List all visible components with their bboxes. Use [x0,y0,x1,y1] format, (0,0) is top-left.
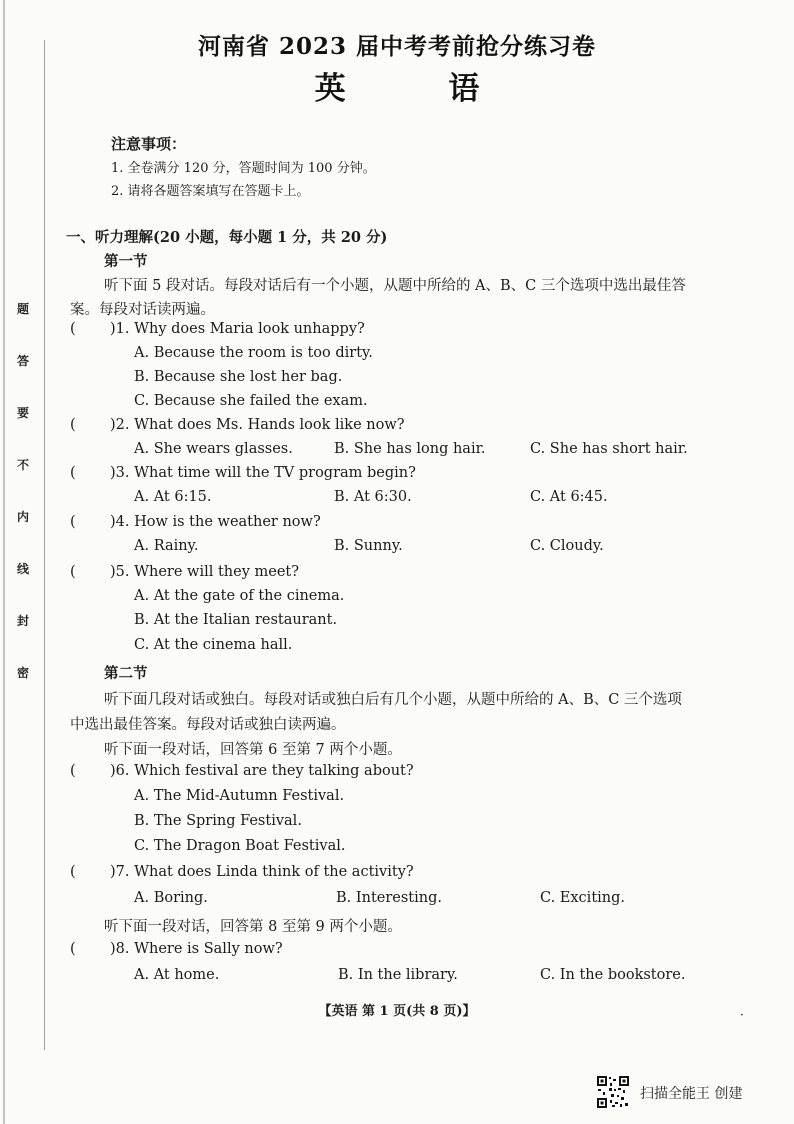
seal-char: 题 [16,302,29,316]
part-heading: 第二节 [104,665,148,682]
option-text: B. Because she lost her bag. [134,369,343,385]
option-text: A. Boring. [134,890,208,906]
seal-char: 要 [16,406,29,420]
option-text: A. Rainy. [134,538,199,554]
notice-item: 1. 全卷满分 120 分，答题时间为 100 分钟。 [111,161,376,176]
answer-bracket: ( [70,564,76,580]
option-text: B. At 6:30. [334,489,412,505]
answer-bracket: ( [70,763,76,779]
instruction-text: 中选出最佳答案。每段对话或独白读两遍。 [70,717,346,733]
exam-title: 河南省 2023 届中考考前抢分练习卷 [197,33,597,60]
option-text: C. Because she failed the exam. [134,393,368,409]
answer-bracket: ( [70,417,76,433]
seal-char: 密 [16,666,29,680]
option-text: A. She wears glasses. [134,441,293,457]
option-text: B. Sunny. [334,538,403,554]
notice-item: 2. 请将各题答案填写在答题卡上。 [111,184,310,199]
option-text: C. Exciting. [540,890,626,906]
option-text: A. At the gate of the cinema. [134,588,345,604]
instruction-text: 案。每段对话读两遍。 [70,302,215,318]
question-text: )8. Where is Sally now? [110,941,283,957]
option-text: C. She has short hair. [530,441,688,457]
page-edge [3,0,5,1124]
option-text: C. The Dragon Boat Festival. [134,838,346,854]
answer-bracket: ( [70,321,76,337]
option-text: C. At the cinema hall. [134,637,293,653]
option-text: B. Interesting. [336,890,442,906]
seal-char: 不 [16,458,29,472]
option-text: C. Cloudy. [530,538,604,554]
instruction-text: 听下面一段对话，回答第 6 至第 7 两个小题。 [104,742,402,758]
seal-char: 答 [16,354,29,368]
option-text: A. At 6:15. [134,489,212,505]
question-text: )2. What does Ms. Hands look like now? [110,417,405,433]
answer-bracket: ( [70,465,76,481]
option-text: C. At 6:45. [530,489,608,505]
part-heading: 第一节 [104,253,148,270]
question-text: )4. How is the weather now? [110,514,321,530]
question-text: )6. Which festival are they talking about? [110,763,414,779]
question-text: )7. What does Linda think of the activity? [110,864,414,880]
option-text: A. At home. [134,967,220,983]
scanner-watermark: 扫描全能王 创建 [640,1086,743,1102]
seal-char: 线 [16,562,29,576]
subject-title: 英 语 [314,71,526,107]
option-text: B. She has long hair. [334,441,486,457]
instruction-text: 听下面一段对话，回答第 8 至第 9 两个小题。 [104,919,402,935]
binding-line [44,40,45,1050]
question-text: )1. Why does Maria look unhappy? [110,321,365,337]
option-text: A. The Mid-Autumn Festival. [134,788,345,804]
option-text: A. Because the room is too dirty. [134,345,373,361]
instruction-text: 听下面 5 段对话。每段对话后有一个小题，从题中所给的 A、B、C 三个选项中选出最佳答 [104,278,686,294]
option-text: C. In the bookstore. [540,967,686,983]
option-text: B. In the library. [338,967,458,983]
answer-bracket: ( [70,514,76,530]
qr-code-icon [596,1075,630,1109]
option-text: B. At the Italian restaurant. [134,612,338,628]
option-text: B. The Spring Festival. [134,813,302,829]
section-heading: 一、听力理解(20 小题，每小题 1 分，共 20 分) [66,229,388,246]
question-text: )5. Where will they meet? [110,564,300,580]
answer-bracket: ( [70,941,76,957]
seal-char: 内 [16,510,29,524]
answer-bracket: ( [70,864,76,880]
page-footer: 【英语 第 1 页(共 8 页)】 [318,1004,476,1019]
notice-heading: 注意事项： [111,135,187,153]
question-text: )3. What time will the TV program begin? [110,465,416,481]
instruction-text: 听下面几段对话或独白。每段对话或独白后有几个小题，从题中所给的 A、B、C 三个选项 [104,692,682,708]
seal-char: 封 [16,614,29,628]
stray-mark: · [740,1008,744,1022]
